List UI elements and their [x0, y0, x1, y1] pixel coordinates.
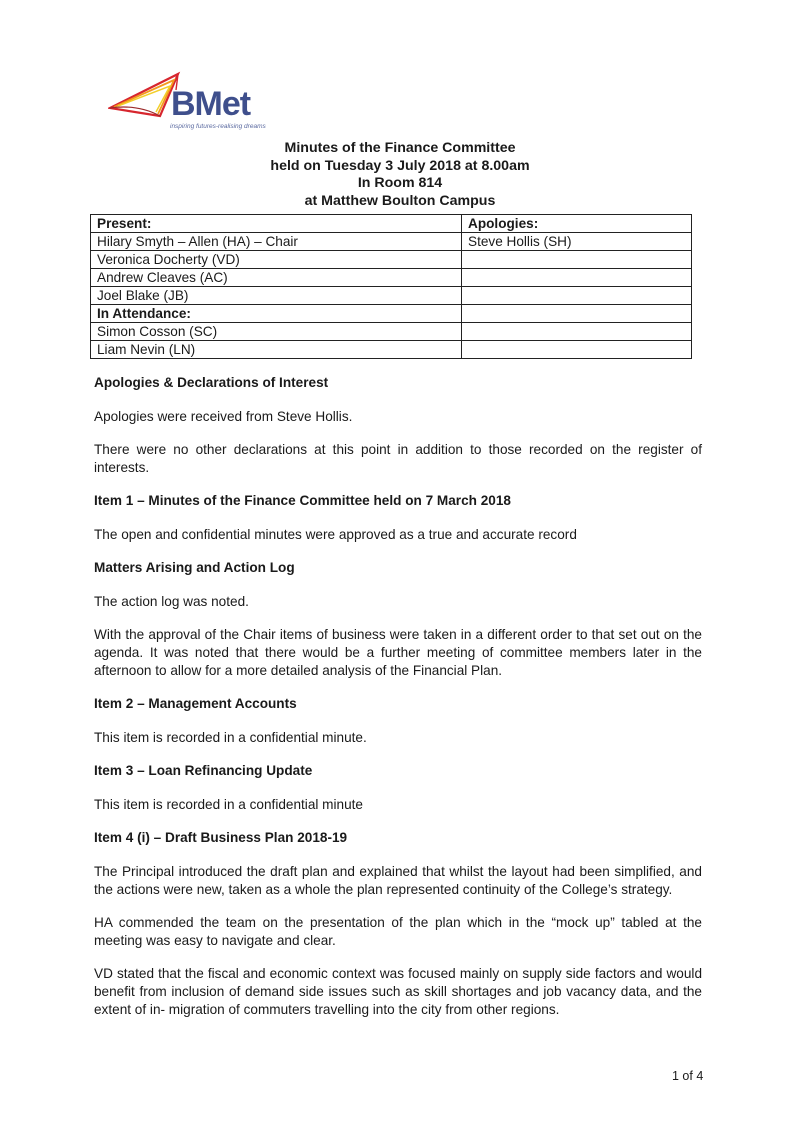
apology-name — [462, 323, 692, 341]
attendee-name: Joel Blake (JB) — [91, 287, 462, 305]
attendance-row — [91, 269, 692, 287]
attendance-row — [91, 233, 692, 251]
attendance-row — [91, 251, 692, 269]
apology-name — [462, 341, 692, 359]
section-paragraph: VD stated that the fiscal and economic context was focused mainly on supply side factors and would benefit from inclusion of demand side issues such as skill shortages and job vacancy data, and the extent of in- migration of commuters travelling into the city from other regions. — [94, 966, 702, 1017]
attendance-group-heading: Present: — [91, 215, 462, 233]
attendance-row — [91, 341, 692, 359]
section-paragraph: HA commended the team on the presentation of the plan which in the “mock up” tabled at the meeting was easy to navigate and clear. — [94, 915, 702, 948]
section-heading: Item 3 – Loan Refinancing Update — [94, 763, 313, 778]
section-paragraph: Apologies were received from Steve Hollis. — [94, 409, 353, 424]
attendance-group-heading: In Attendance: — [91, 305, 462, 323]
section-heading: Item 2 – Management Accounts — [94, 696, 297, 711]
attendance-table — [90, 214, 692, 359]
apologies-heading — [462, 305, 692, 323]
title-line-4: at Matthew Boulton Campus — [304, 192, 496, 209]
section-paragraph: The open and confidential minutes were approved as a true and accurate record — [94, 527, 577, 542]
section-paragraph: There were no other declarations at this point in addition to those recorded on the register of interests. — [94, 442, 702, 475]
title-line-2: held on Tuesday 3 July 2018 at 8.00am — [270, 157, 530, 174]
attendance-row — [91, 215, 692, 233]
section-paragraph: The action log was noted. — [94, 594, 249, 609]
title-line-1: Minutes of the Finance Committee — [284, 140, 516, 156]
apologies-heading: Apologies: — [462, 215, 692, 233]
attendee-name: Liam Nevin (LN) — [91, 341, 462, 359]
apology-name — [462, 269, 692, 287]
apology-name — [462, 287, 692, 305]
section-heading: Item 4 (i) – Draft Business Plan 2018-19 — [94, 830, 348, 845]
section-heading: Apologies & Declarations of Interest — [94, 375, 329, 390]
logo-tagline: inspiring futures-realising dreams — [170, 123, 266, 130]
attendee-name: Andrew Cleaves (AC) — [91, 269, 462, 287]
attendee-name: Hilary Smyth – Allen (HA) – Chair — [91, 233, 462, 251]
page-number: 1 of 4 — [672, 1069, 704, 1083]
section-paragraph: This item is recorded in a confidential minute. — [94, 730, 367, 745]
logo-wordmark: BMet — [171, 85, 251, 123]
section-paragraph: With the approval of the Chair items of business were taken in a different order to that set out on the agenda. It was noted that there would be a further meeting of committee members later in the afternoon to allow for a more detailed analysis of the Financial Plan. — [94, 627, 702, 678]
document-title — [0, 140, 800, 210]
attendee-name: Veronica Docherty (VD) — [91, 251, 462, 269]
attendance-row — [91, 323, 692, 341]
attendance-row — [91, 287, 692, 305]
section-paragraph: The Principal introduced the draft plan and explained that whilst the layout had been simplified, and the actions were new, taken as a whole the plan represented continuity of the College’s strategy. — [94, 864, 702, 897]
section-heading: Item 1 – Minutes of the Finance Committee held on 7 March 2018 — [94, 493, 511, 508]
apology-name — [462, 251, 692, 269]
attendance-row — [91, 305, 692, 323]
section-paragraph: This item is recorded in a confidential minute — [94, 797, 363, 812]
minutes-body — [94, 374, 702, 1034]
section-heading: Matters Arising and Action Log — [94, 560, 295, 575]
title-line-3: In Room 814 — [357, 175, 443, 192]
attendee-name: Simon Cosson (SC) — [91, 323, 462, 341]
apology-name: Steve Hollis (SH) — [462, 233, 692, 251]
bmet-logo — [108, 70, 298, 140]
